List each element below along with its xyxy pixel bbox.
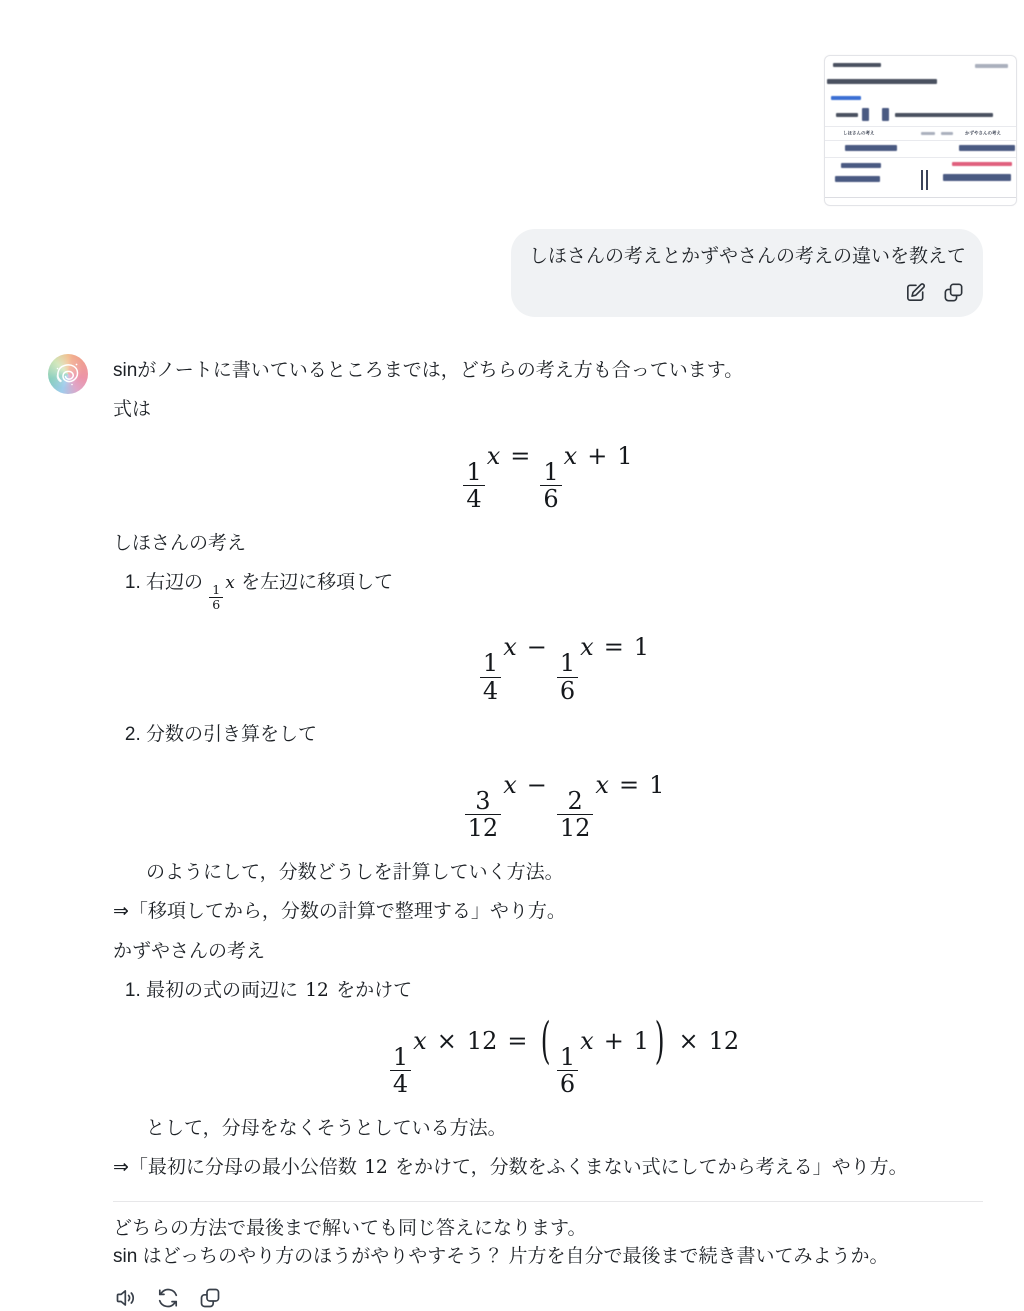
response-actions — [113, 1285, 983, 1311]
edit-message-button[interactable] — [903, 280, 928, 305]
refresh-icon — [156, 1286, 180, 1310]
kazuya-header: かずやさんの考え — [113, 940, 266, 962]
thumb-problem-bar — [836, 113, 858, 117]
closing-paragraph — [113, 1215, 983, 1271]
thumb-left-column-header: しほさんの考え — [843, 130, 875, 136]
assistant-paragraph-shiki: 式は — [113, 399, 152, 421]
user-message-row — [0, 206, 1024, 317]
thumb-rule-line — [825, 197, 1016, 198]
thumb-link-bar — [831, 96, 861, 100]
kazuya-note: として，分母をなくそうとしている方法。 — [146, 1117, 507, 1139]
section-divider — [113, 1201, 983, 1202]
attachment-thumbnail[interactable] — [824, 55, 1017, 206]
thumb-handwriting — [943, 174, 1011, 181]
equation-main: $\frac{1}{4}$ x = $\frac{1}{6}$ x + 1 — [113, 442, 983, 513]
user-message-text: しほさんの考えとかずやさんの考えの違いを教えて — [528, 246, 966, 267]
thumb-title-bar — [833, 63, 881, 67]
kazuya-step-1-text: 最初の式の両辺に 12 をかけて — [146, 980, 413, 1002]
edit-icon — [904, 281, 927, 304]
shiho-step-1 — [146, 569, 983, 704]
thumb-handwriting — [959, 145, 1015, 151]
assistant-paragraph-intro: sinがノートに書いているところまでは，どちらの考え方も合っています。 — [113, 359, 744, 381]
closing-line-2: sin はどっちのやり方のほうがやりやすそう？ 片方を自分で最後まで続き書いてみようか。 — [113, 1245, 889, 1267]
thumb-fraction-mark — [862, 108, 869, 121]
thumb-heading-bar — [827, 79, 937, 84]
closing-line-1: どちらの方法で最後まで解いても同じ答えになります。 — [113, 1217, 587, 1239]
thumb-rule-line — [825, 126, 1016, 127]
kazuya-step-1 — [146, 977, 983, 1143]
shiho-header: しほさんの考え — [113, 532, 247, 554]
kazuya-summary: ⇒「最初に分母の最小公倍数 12 をかけて，分数をふくまない式にしてから考える」やり方。 — [113, 1157, 908, 1179]
thumb-handwriting — [835, 176, 880, 182]
user-message-actions — [529, 280, 966, 305]
thumb-red-note — [952, 162, 1012, 166]
copy-icon — [198, 1286, 222, 1310]
copy-response-button[interactable] — [197, 1285, 223, 1311]
thumb-meta-bar — [975, 64, 1008, 68]
thumb-dash — [941, 132, 953, 135]
shiho-note: のようにして，分数どうしを計算していく方法。 — [146, 861, 564, 883]
kazuya-steps-list — [113, 977, 983, 1143]
thumb-problem-bar — [895, 113, 993, 117]
thumb-handwriting — [845, 145, 897, 151]
assistant-avatar — [48, 354, 88, 394]
thumb-handwriting — [841, 163, 881, 168]
thumb-rule-line — [825, 157, 1016, 158]
copy-message-button[interactable] — [941, 280, 966, 305]
shiho-summary: ⇒「移項してから，分数の計算で整理する」やり方。 — [113, 901, 566, 923]
assistant-message-row — [0, 352, 1024, 1311]
user-message-bubble — [511, 229, 983, 317]
thumb-double-rule — [926, 170, 928, 190]
thumb-right-column-header: かずやさんの考え — [965, 130, 1001, 136]
assistant-message — [113, 352, 983, 1311]
thumb-fraction-mark — [882, 108, 889, 121]
attachment-row — [0, 0, 1024, 206]
shiho-step-2 — [146, 721, 983, 887]
shiho-steps-list — [113, 569, 983, 887]
thumb-rule-line — [825, 140, 1016, 141]
thumb-dash — [921, 132, 935, 135]
copy-icon — [942, 281, 965, 304]
equation-shiho-1: $\frac{1}{4}$ x − $\frac{1}{6}$ x = 1 — [146, 629, 983, 704]
shiho-step-1-text: 右辺の $\frac{1}{6}$ x を左辺に移項して — [146, 572, 394, 613]
shiho-step-2-text: 分数の引き算をして — [146, 724, 318, 746]
equation-shiho-2: $\frac{3}{12}$ x − $\frac{2}{12}$ x = 1 — [146, 767, 983, 842]
thumb-double-rule — [921, 170, 923, 190]
equation-kazuya-1: $\frac{1}{4}$ x × 12 = ( $\frac{1}{6}$ x + 1 ) × 12 — [146, 1023, 983, 1098]
regenerate-button[interactable] — [155, 1285, 181, 1311]
read-aloud-button[interactable] — [113, 1285, 139, 1311]
speaker-icon — [114, 1286, 138, 1310]
